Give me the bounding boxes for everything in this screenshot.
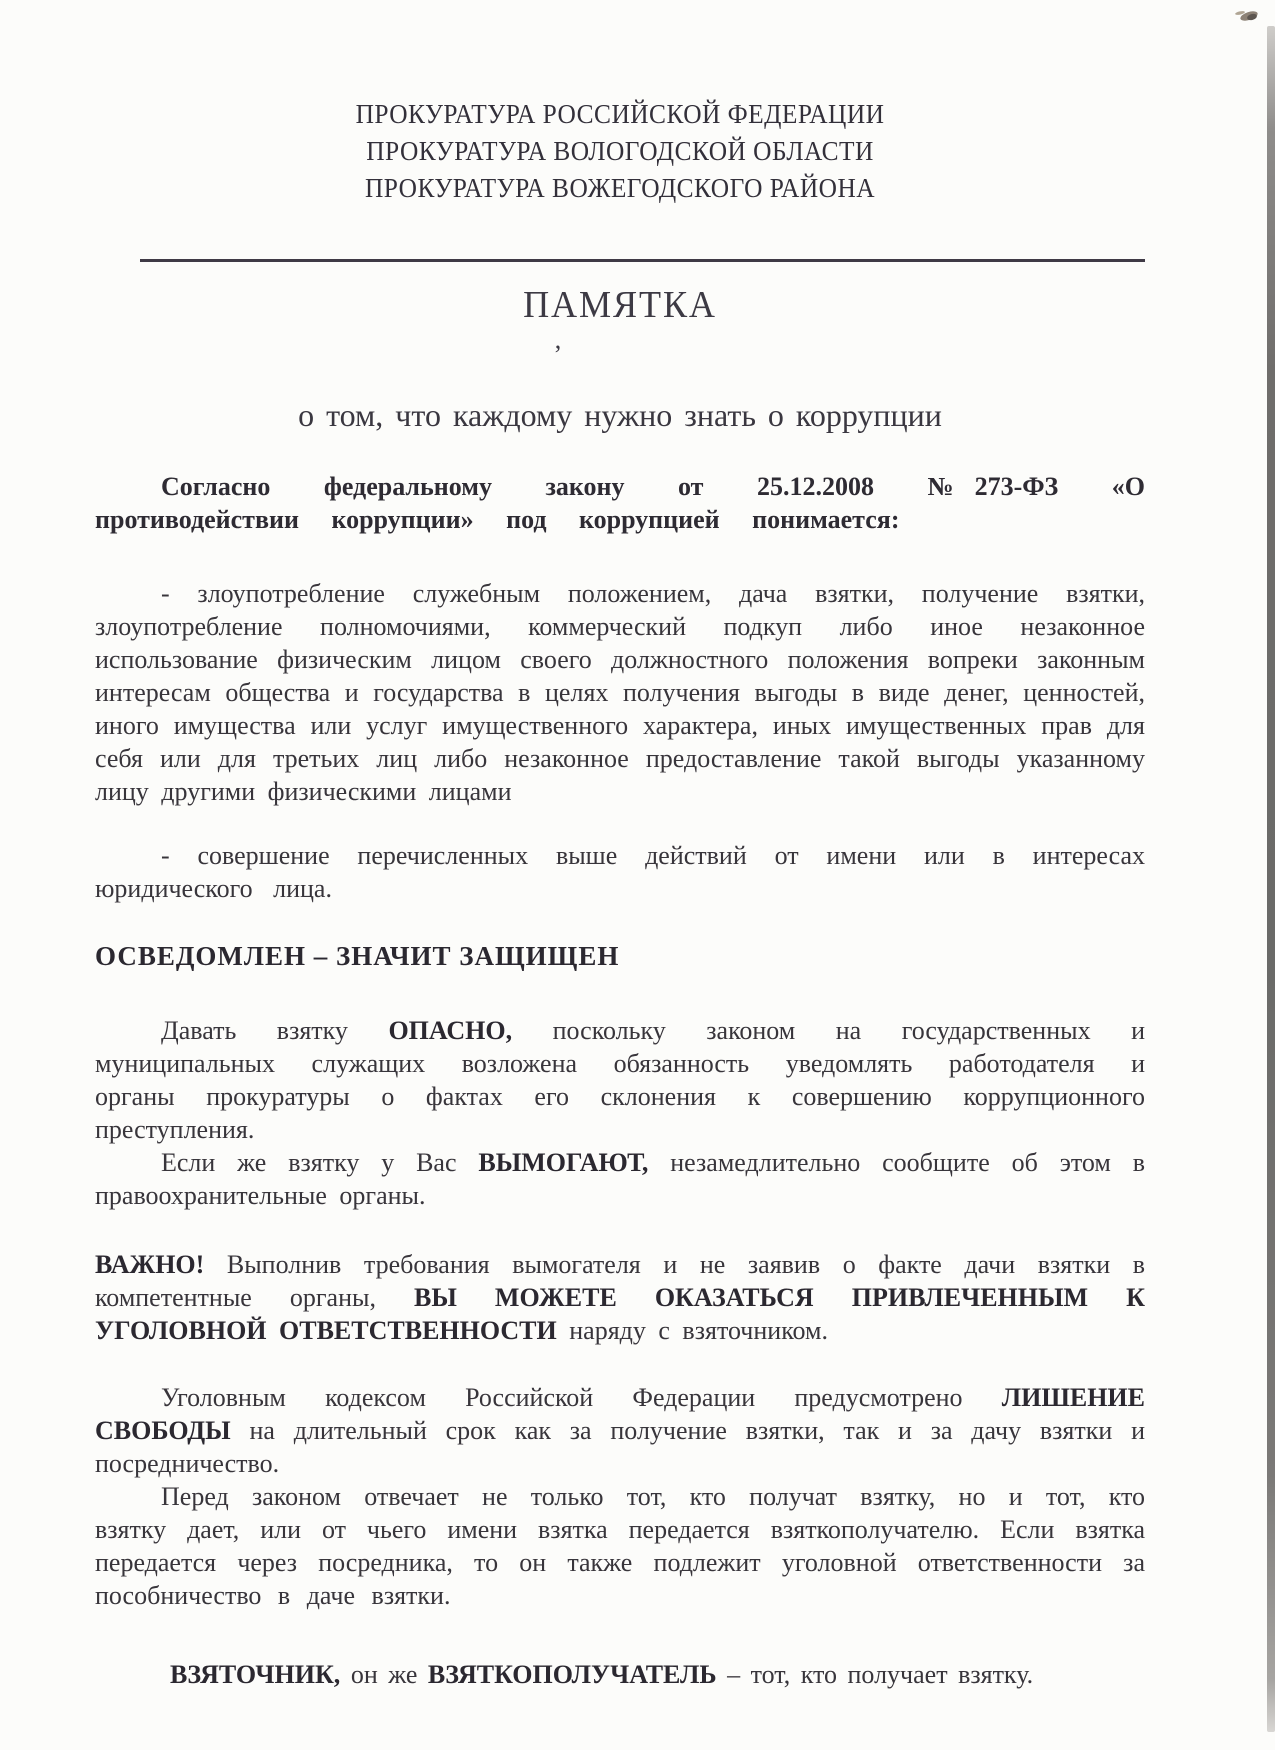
scan-artifact-smudge	[1231, 8, 1259, 22]
text-run: незамедлительно сообщите об этом в правоохранительные органы.	[95, 1148, 1145, 1210]
paragraph-important-warning	[95, 1248, 1145, 1347]
paragraph-extortion	[95, 1146, 1145, 1212]
text-run-bold-vzyatkopoluchatel: ВЗЯТКОПОЛУЧАТЕЛЬ	[427, 1660, 717, 1689]
text-run: – тот, кто получает взятку.	[716, 1660, 1034, 1689]
paragraph-criminal-code	[95, 1381, 1145, 1480]
letterhead	[127, 96, 1114, 207]
text-run: Уголовным кодексом Российской Федерации предусмотрено	[161, 1383, 1002, 1412]
paragraph-law-intro: Согласно федеральному закону от 25.12.2008 №273-ФЗ «О противодействии коррупции» под коррупцией понимается:	[95, 472, 1145, 534]
text-run-bold-imprisonment: ЛИШЕНИЕ СВОБОДЫ	[95, 1383, 1145, 1445]
text-run-bold-vymogayut: ВЫМОГАЮТ,	[478, 1148, 649, 1177]
stray-comma-mark: ,	[554, 325, 562, 354]
text-run-bold-vzyatochnik: ВЗЯТОЧНИК,	[170, 1660, 341, 1689]
text-run: Если же взятку у Вас	[161, 1148, 479, 1177]
text-run: наряду с взяточником.	[556, 1316, 828, 1345]
text-run: Давать взятку	[161, 1016, 389, 1045]
paragraph-corruption-definition-2: - совершение перечисленных выше действий от имени или в интересах юридического лица.	[95, 841, 1145, 903]
paragraph-bribe-danger	[95, 1014, 1145, 1146]
text-run-bold-opasno: ОПАСНО,	[388, 1016, 513, 1045]
paragraph-bribetaker-definition	[95, 1658, 1145, 1691]
letterhead-line-district: ПРОКУРАТУРА ВОЖЕГОДСКОГО РАЙОНА	[364, 173, 876, 203]
page-subtitle: о том, что каждому нужно знать о коррупции	[298, 397, 942, 433]
text-run: поскольку законом на государственных и муниципальных служащих возложена обязанность уведомлять работодателя и органы прокуратуры о фактах его склонения к совершению коррупционного преступления.	[95, 1016, 1145, 1144]
letterhead-line-oblast: ПРОКУРАТУРА ВОЛОГОДСКОЙ ОБЛАСТИ	[366, 136, 874, 166]
paragraph-before-the-law: Перед законом отвечает не только тот, кто получат взятку, но и тот, кто взятку дает, или от чьего имени взятка передается взяткополучателю. Если взятка передается через посредника, то он также подлежит уголовной ответственности за пособничество в даче взятки.	[95, 1482, 1145, 1610]
paragraph-corruption-definition-1: - злоупотребление служебным положением, дача взятки, получение взятки, злоупотребление полномочиями, коммерческий подкуп либо иное незаконное использование физическим лицом своего должностного положения вопреки законным интересам общества и государства в целях получения выгоды в виде денег, ценностей, иного имущества или услуг имущественного характера, иных имущественных прав для себя или для третьих лиц либо незаконное предоставление такой выгоды указанному лицу другими физическими лицами	[95, 579, 1145, 806]
scanner-edge-shadow	[1267, 26, 1275, 1732]
text-run: Выполнив требования вымогателя и не заявив о факте дачи взятки в компетентные органы,	[95, 1250, 1145, 1312]
section-heading-informed: ОСВЕДОМЛЕН – ЗНАЧИТ ЗАЩИЩЕН	[95, 941, 620, 971]
letterhead-line-federation: ПРОКУРАТУРА РОССИЙСКОЙ ФЕДЕРАЦИИ	[355, 99, 885, 129]
text-run-bold-liability: ВЫ МОЖЕТЕ ОКАЗАТЬСЯ ПРИВЛЕЧЕННЫМ К УГОЛОВНОЙ ОТВЕТСТВЕННОСТИ	[95, 1283, 1145, 1345]
text-run-bold-vazhno: ВАЖНО!	[95, 1250, 205, 1279]
document-body	[95, 0, 1145, 1691]
text-run: на длительный срок как за получение взятки, так и за дачу взятки и посредничество.	[95, 1416, 1145, 1478]
text-run: он же	[340, 1660, 428, 1689]
header-divider-line	[140, 259, 1145, 262]
page-title: ПАМЯТКА	[523, 284, 717, 326]
